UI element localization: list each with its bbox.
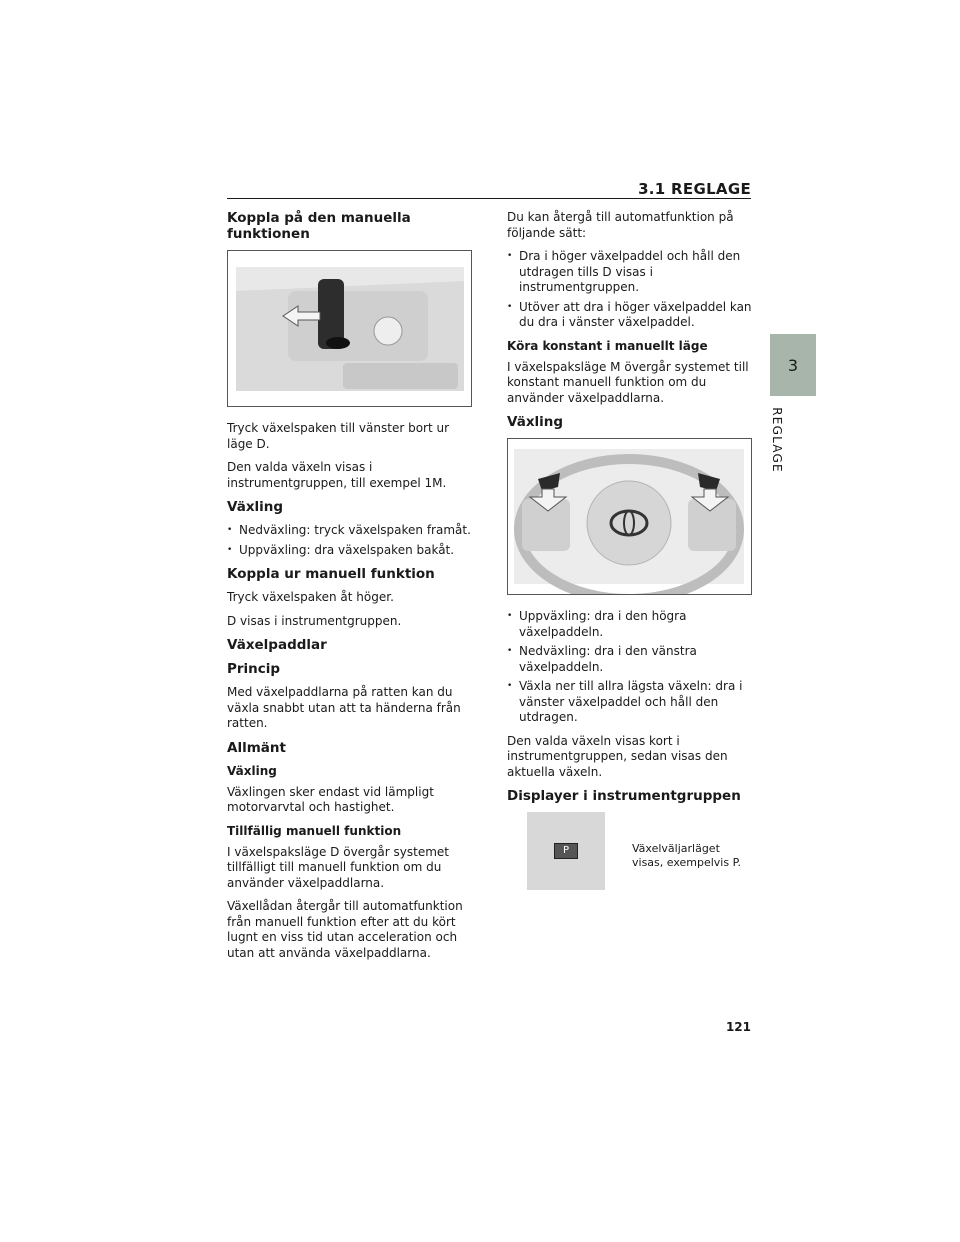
para-atergar: Växellådan återgår till automatfunktion från manuell funktion efter att du kört lugnt en viss tid utan acceleration och utan att använda växelpaddlarna. [227,899,463,960]
para-vaxlingen: Växlingen sker endast vid lämpligt motorvarvtal och hastighet. [227,784,434,814]
subheading-tillfallig: Tillfällig manuell funktion [227,823,402,838]
list-item: • Uppväxling: dra i den högra växelpaddeln. [507,609,752,640]
chapter-tab-label [764,408,788,478]
subheading-kora-konstant: Köra konstant i manuellt läge [507,338,708,353]
vaxling-right-list [507,609,752,726]
chapter-number: 3 [787,355,799,375]
list-item: • Utöver att dra i höger växelpaddel kan du dra i vänster växelpaddel. [507,300,752,331]
para-tillfallig: I växelspaksläge D övergår systemet tillfälligt till manuell funktion om du använder växelpaddlarna. [227,844,449,890]
steering-wheel-illustration [507,438,752,595]
section-header: 3.1 REGLAGE [638,180,751,198]
list-item: • Dra i höger växelpaddel och håll den utdragen tills D visas i instrumentgruppen. [507,249,752,296]
list-item: • Nedväxling: tryck växelspaken framåt. [227,523,472,539]
heading-vaxelpaddlar: Växelpaddlar [227,637,327,653]
list-item: • Växla ner till allra lägsta växeln: dra i vänster växelpaddel och håll den utdragen. [507,679,752,726]
display-row [507,812,752,892]
gear-lever-illustration [227,250,472,407]
heading-displayer: Displayer i instrumentgruppen [507,788,741,804]
header-rule [227,198,751,199]
page-number: 121 [725,1020,751,1034]
heading-koppla-ur: Koppla ur manuell funktion [227,566,435,582]
chapter-tab [770,334,816,396]
heading-vaxling: Växling [227,499,284,515]
para-konstant: I växelspaksläge M övergår systemet till konstant manuell funktion om du använder växelpaddlarna. [507,359,749,405]
list-item: • Nedväxling: dra i den vänstra växelpaddeln. [507,644,752,675]
heading-koppla-pa: Koppla på den manuella funktionen [227,210,411,242]
subheading-vaxling: Växling [227,763,277,778]
aterga-list [507,249,752,331]
display-panel [527,812,605,890]
para-princip: Med växelpaddlarna på ratten kan du växla snabbt utan att ta händerna från ratten. [227,685,461,730]
right-column [507,210,752,892]
heading-vaxling-right: Växling [507,414,564,430]
para-aterga: Du kan återgå till automatfunktion på följande sätt: [507,210,734,240]
steering-wheel-graphic [508,439,751,594]
gear-lever-graphic [228,251,471,406]
heading-allmant: Allmänt [227,739,286,756]
chapter-label: REGLAGE [770,407,784,473]
para-tryck-hoger: Tryck växelspaken åt höger. [227,590,394,604]
vaxling-list [227,523,472,558]
list-item: • Uppväxling: dra växelspaken bakåt. [227,543,472,559]
para-tryck-vanster: Tryck växelspaken till vänster bort ur läge D. [227,421,450,451]
display-caption: Växelväljarläget visas, exempelvis P. [632,842,742,869]
para-visas-kort: Den valda växeln visas kort i instrumentgruppen, sedan visas den aktuella växeln. [507,733,728,779]
left-column [227,210,472,969]
heading-princip: Princip [227,661,281,677]
gear-position-symbol: P [554,843,578,859]
para-d-visas: D visas i instrumentgruppen. [227,613,402,628]
para-vald-vaxel: Den valda växeln visas i instrumentgruppen, till exempel 1M. [227,460,447,490]
